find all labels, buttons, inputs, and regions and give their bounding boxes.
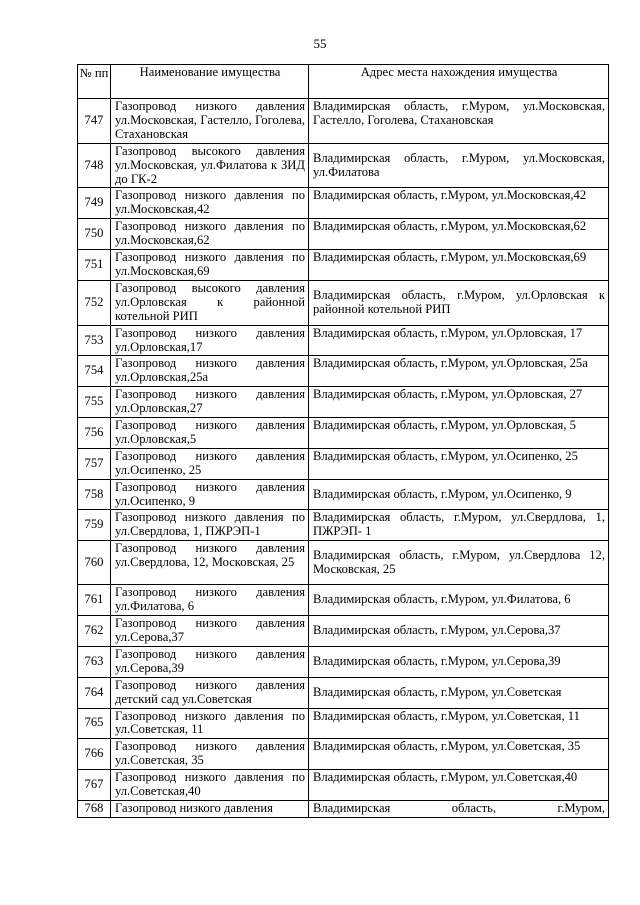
- table-row: [78, 325, 609, 356]
- property-name: Газопровод низкого давления ул.Советская, 35: [111, 739, 309, 770]
- property-name: Газопровод низкого давления ул.Орловская,27: [111, 387, 309, 418]
- property-name: Газопровод низкого давления ул.Орловская,5: [111, 418, 309, 449]
- property-address: Владимирская область, г.Муром, ул.Московская, ул.Филатова: [309, 143, 609, 188]
- table-row: [78, 418, 609, 449]
- table-row: [78, 143, 609, 188]
- property-name: Газопровод низкого давления по ул.Московская,42: [111, 188, 309, 219]
- property-name: Газопровод низкого давления ул.Филатова, 6: [111, 585, 309, 616]
- property-name: Газопровод низкого давления по ул.Советская, 11: [111, 708, 309, 739]
- row-number: 755: [78, 387, 111, 418]
- row-number: 768: [78, 800, 111, 817]
- property-table: [77, 64, 609, 818]
- table-row: [78, 739, 609, 770]
- property-address: Владимирская область, г.Муром, ул.Осипенко, 25: [309, 448, 609, 479]
- table-row: [78, 770, 609, 801]
- row-number: 766: [78, 739, 111, 770]
- row-number: 751: [78, 250, 111, 281]
- property-name: Газопровод низкого давления ул.Осипенко, 9: [111, 479, 309, 510]
- property-address: Владимирская область, г.Муром, ул.Осипенко, 9: [309, 479, 609, 510]
- property-name: Газопровод низкого давления по ул.Московская,62: [111, 219, 309, 250]
- property-address: Владимирская область, г.Муром, ул.Серова,37: [309, 616, 609, 647]
- property-address: Владимирская область, г.Муром, ул.Орловская, 25а: [309, 356, 609, 387]
- table-row: [78, 219, 609, 250]
- property-name: Газопровод низкого давления ул.Орловская,25а: [111, 356, 309, 387]
- table-row: [78, 800, 609, 817]
- property-address: Владимирская область, г.Муром, ул.Орловская, 5: [309, 418, 609, 449]
- property-name: Газопровод низкого давления по ул.Свердлова, 1, ПЖРЭП-1: [111, 510, 309, 541]
- table-row: [78, 541, 609, 585]
- property-address: Владимирская область, г.Муром, ул.Орловская к районной котельной РИП: [309, 280, 609, 325]
- property-name: Газопровод высокого давления ул.Орловская к районной котельной РИП: [111, 280, 309, 325]
- property-address: Владимирская область, г.Муром, ул.Московская,62: [309, 219, 609, 250]
- column-header-number: № пп: [78, 65, 111, 99]
- property-name: Газопровод низкого давления детский сад ул.Советская: [111, 677, 309, 708]
- property-address: Владимирская область, г.Муром, ул.Советская,40: [309, 770, 609, 801]
- property-address: Владимирская область, г.Муром, ул.Московская, Гастелло, Гоголева, Стахановская: [309, 99, 609, 144]
- property-name: Газопровод низкого давления: [111, 800, 309, 817]
- table-row: [78, 280, 609, 325]
- property-name: Газопровод высокого давления ул.Московская, ул.Филатова к ЗИД до ГК-2: [111, 143, 309, 188]
- row-number: 753: [78, 325, 111, 356]
- table-row: [78, 585, 609, 616]
- property-name: Газопровод низкого давления ул.Серова,39: [111, 646, 309, 677]
- property-address: Владимирская область, г.Муром,: [309, 800, 609, 817]
- table-header-row: [78, 65, 609, 99]
- row-number: 764: [78, 677, 111, 708]
- property-name: Газопровод низкого давления ул.Свердлова, 12, Московская, 25: [111, 541, 309, 585]
- property-address: Владимирская область, г.Муром, ул.Советская: [309, 677, 609, 708]
- row-number: 759: [78, 510, 111, 541]
- row-number: 749: [78, 188, 111, 219]
- property-address: Владимирская область, г.Муром, ул.Серова,39: [309, 646, 609, 677]
- table-row: [78, 677, 609, 708]
- row-number: 762: [78, 616, 111, 647]
- table-row: [78, 99, 609, 144]
- row-number: 760: [78, 541, 111, 585]
- row-number: 748: [78, 143, 111, 188]
- row-number: 747: [78, 99, 111, 144]
- property-address: Владимирская область, г.Муром, ул.Орловская, 17: [309, 325, 609, 356]
- page-number: 55: [313, 36, 327, 51]
- table-row: [78, 250, 609, 281]
- table-row: [78, 708, 609, 739]
- property-address: Владимирская область, г.Муром, ул.Московская,69: [309, 250, 609, 281]
- row-number: 765: [78, 708, 111, 739]
- row-number: 763: [78, 646, 111, 677]
- table-row: [78, 616, 609, 647]
- property-address: Владимирская область, г.Муром, ул.Свердлова, 1, ПЖРЭП- 1: [309, 510, 609, 541]
- table-row: [78, 448, 609, 479]
- property-address: Владимирская область, г.Муром, ул.Филатова, 6: [309, 585, 609, 616]
- property-address: Владимирская область, г.Муром, ул.Советская, 35: [309, 739, 609, 770]
- property-name: Газопровод низкого давления по ул.Московская,69: [111, 250, 309, 281]
- table-row: [78, 479, 609, 510]
- property-name: Газопровод низкого давления ул.Московская, Гастелло, Гоголева, Стахановская: [111, 99, 309, 144]
- table-row: [78, 188, 609, 219]
- row-number: 761: [78, 585, 111, 616]
- table-row: [78, 356, 609, 387]
- table-row: [78, 646, 609, 677]
- property-name: Газопровод низкого давления ул.Серова,37: [111, 616, 309, 647]
- table-row: [78, 510, 609, 541]
- property-name: Газопровод низкого давления ул.Осипенко, 25: [111, 448, 309, 479]
- property-name: Газопровод низкого давления по ул.Советская,40: [111, 770, 309, 801]
- property-address: Владимирская область, г.Муром, ул.Свердлова 12, Московская, 25: [309, 541, 609, 585]
- row-number: 757: [78, 448, 111, 479]
- property-address: Владимирская область, г.Муром, ул.Московская,42: [309, 188, 609, 219]
- row-number: 752: [78, 280, 111, 325]
- row-number: 758: [78, 479, 111, 510]
- property-name: Газопровод низкого давления ул.Орловская,17: [111, 325, 309, 356]
- table-row: [78, 387, 609, 418]
- row-number: 754: [78, 356, 111, 387]
- property-address: Владимирская область, г.Муром, ул.Советская, 11: [309, 708, 609, 739]
- row-number: 750: [78, 219, 111, 250]
- row-number: 767: [78, 770, 111, 801]
- column-header-address: Адрес места нахождения имущества: [309, 65, 609, 99]
- property-address: Владимирская область, г.Муром, ул.Орловская, 27: [309, 387, 609, 418]
- column-header-name: Наименование имущества: [111, 65, 309, 99]
- row-number: 756: [78, 418, 111, 449]
